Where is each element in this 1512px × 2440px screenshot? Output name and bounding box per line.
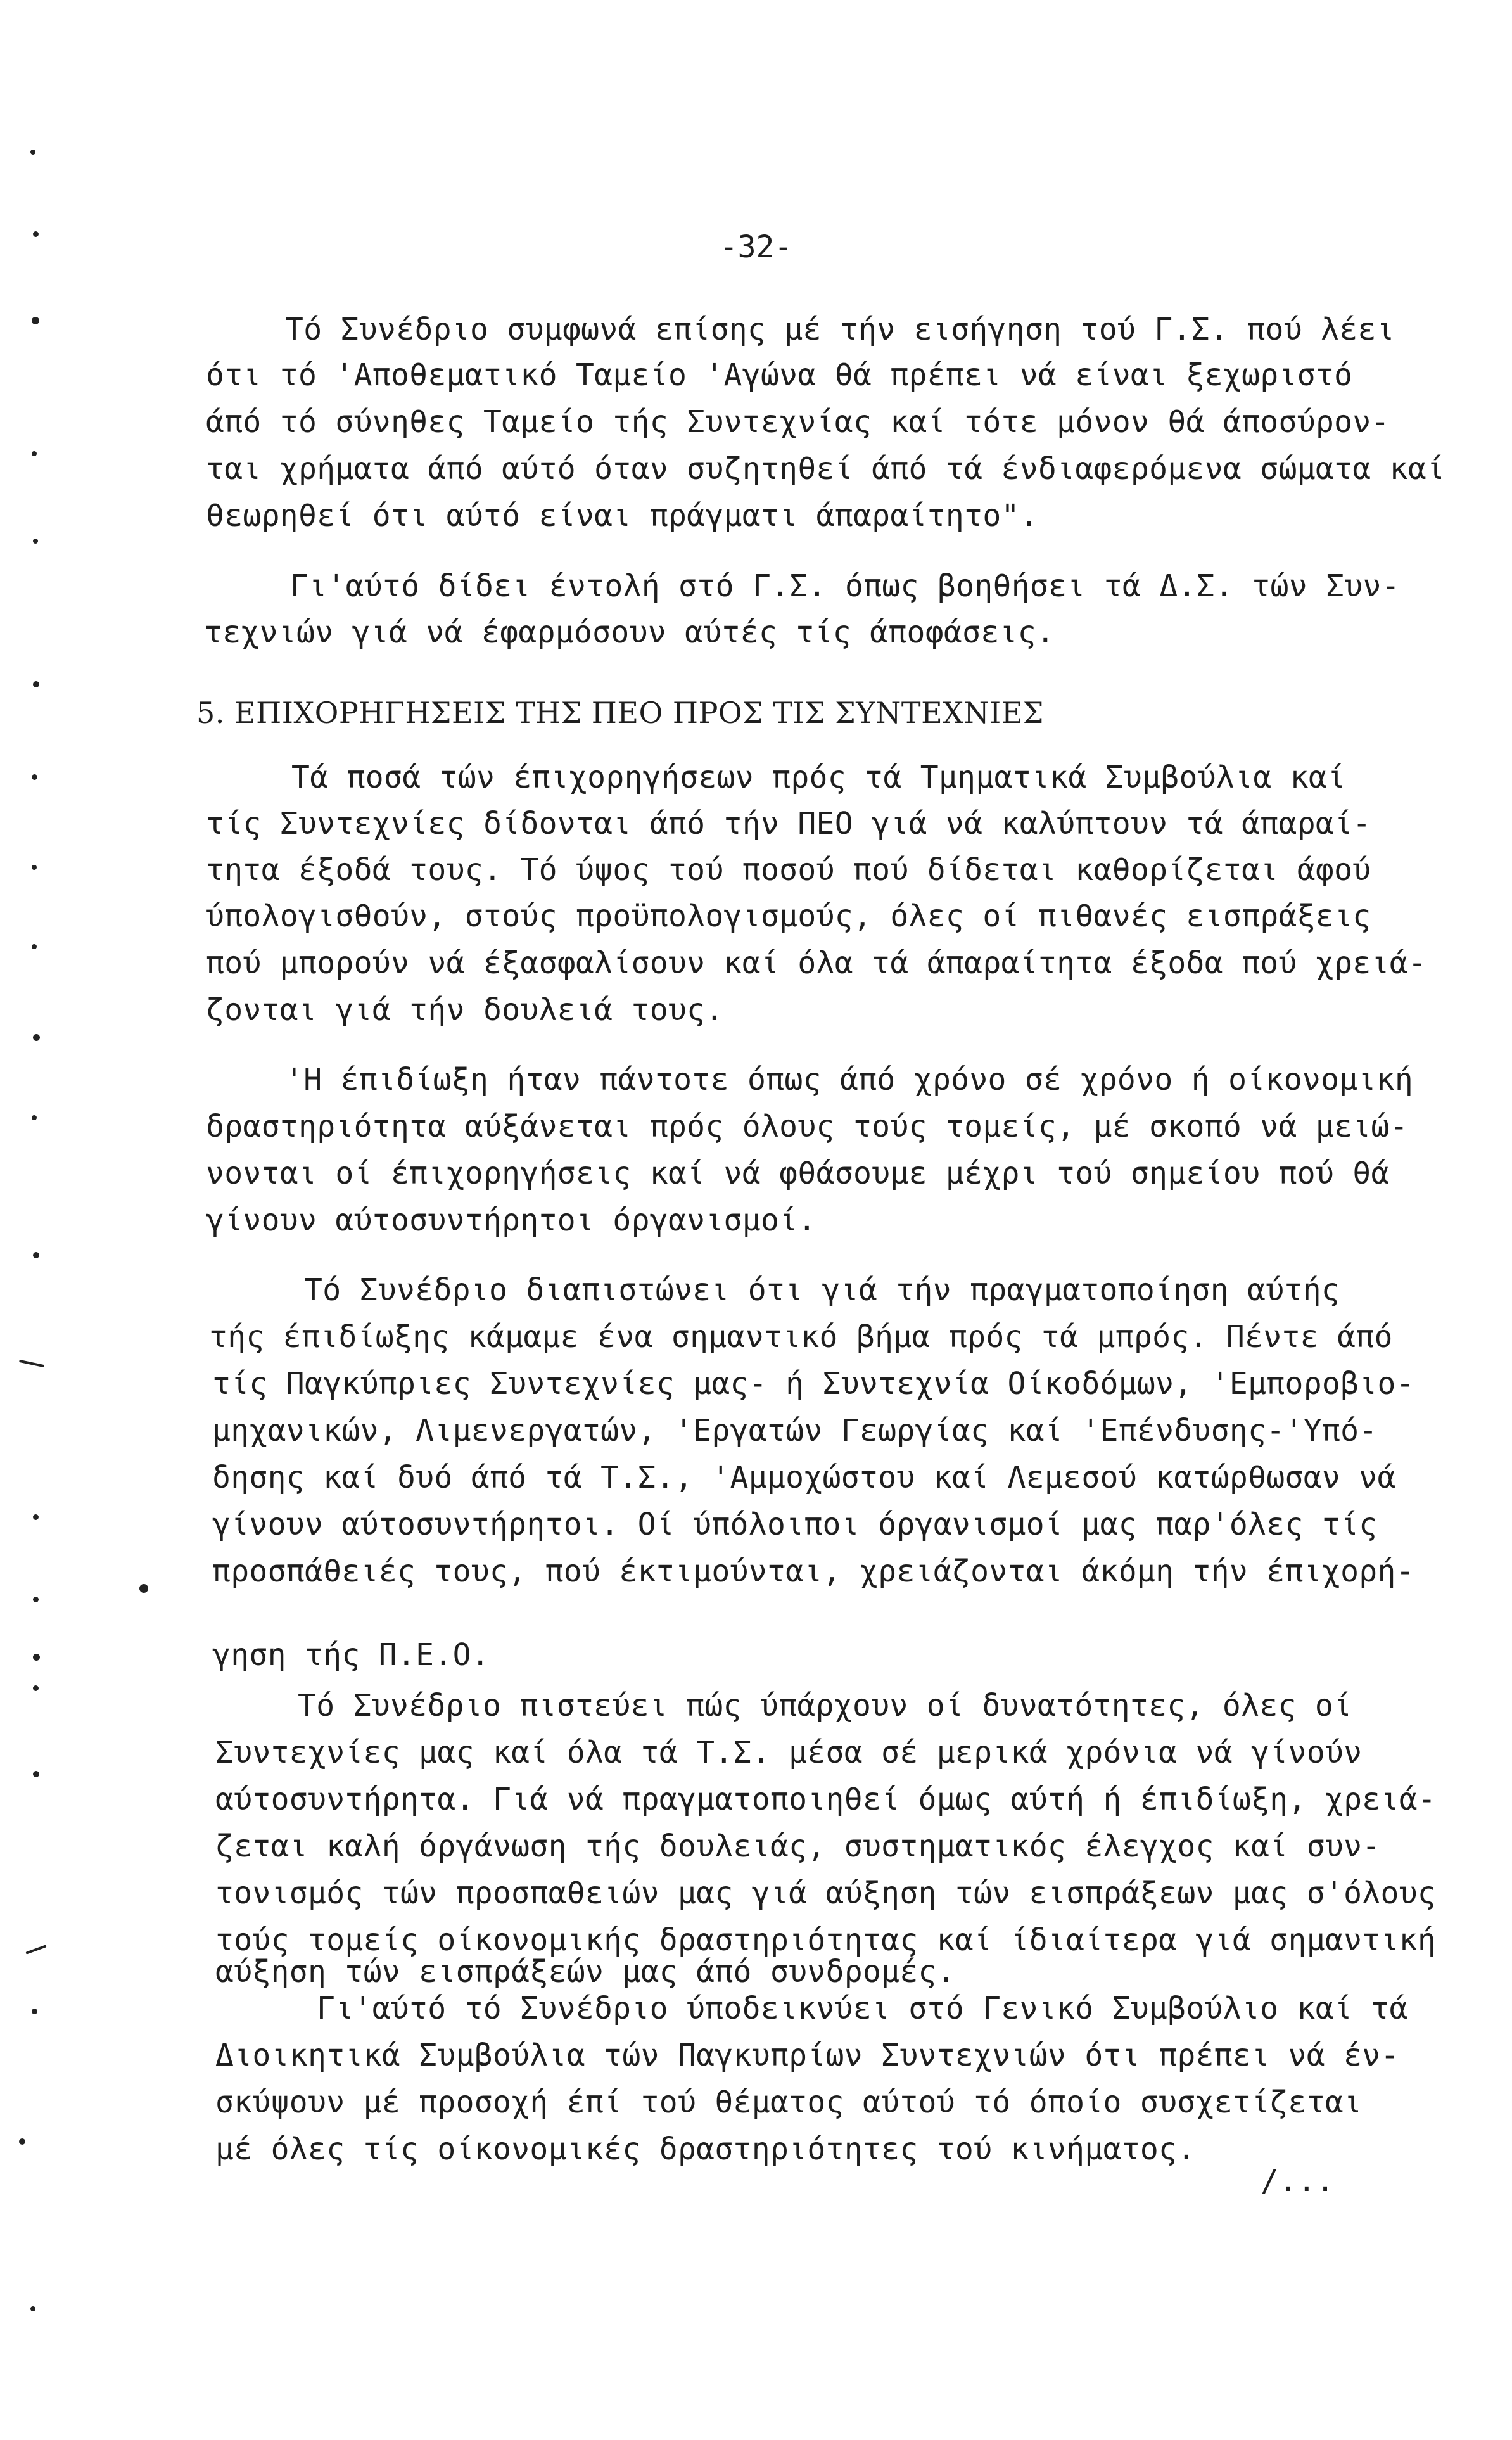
text-line: Τό Συνέδριο πιστεύει πώς ύπάρχουν οί δυνατότητες, όλες οί (298, 1688, 1352, 1723)
scan-artifact-dot (32, 774, 37, 780)
text-line: Τό Συνέδριο συμφωνά επίσης μέ τήν εισήγηση τού Γ.Σ. πού λέει (285, 312, 1395, 347)
text-line: Τό Συνέδριο διαπιστώνει ότι γιά τήν πραγματοποίηση αύτής (304, 1272, 1340, 1308)
text-line: δραστηριότητα αύξάνεται πρός όλους τούς τομείς, μέ σκοπό νά μειώ- (206, 1109, 1408, 1144)
scan-artifact-dot (32, 1115, 37, 1120)
text-line: τούς τομείς οίκονομικής δραστηριότητας καί ίδιαίτερα γιά σημαντική (215, 1922, 1437, 1958)
scan-artifact-dot (33, 1654, 40, 1661)
scan-artifact-dot (30, 2306, 35, 2311)
scan-artifact-dot (33, 1597, 39, 1602)
text-line: μηχανικών, Λιμενεργατών, 'Εργατών Γεωργίας καί 'Επένδυσης-'Υπό- (212, 1413, 1378, 1448)
text-line: τής έπιδίωξης κάμαμε ένα σημαντικό βήμα πρός τά μπρός. Πέντε άπό (209, 1319, 1393, 1355)
scan-artifact-dot (33, 539, 38, 544)
text-line: Συντεχνίες μας καί όλα τά Τ.Σ. μέσα σέ μερικά χρόνια νά γίνούν (215, 1735, 1363, 1770)
text-line: τητα έξοδά τους. Τό ύψος τού ποσού πού δίδεται καθορίζεται άφού (206, 852, 1371, 888)
text-line: σκύψουν μέ προσοχή έπί τού θέματος αύτού τό όποίο συσχετίζεται (215, 2085, 1363, 2120)
text-line: 'Η έπιδίωξη ήταν πάντοτε όπως άπό χρόνο σέ χρόνο ή οίκονομική (285, 1062, 1414, 1097)
text-line: δησης καί δυό άπό τά Τ.Σ., 'Αμμοχώστου καί Λεμεσού κατώρθωσαν νά (212, 1460, 1396, 1495)
scan-artifact-dot (33, 1514, 39, 1520)
text-line: ζεται καλή όργάνωση τής δουλειάς, συστηματικός έλεγχος καί συν- (215, 1829, 1381, 1864)
text-line: τίς Παγκύπριες Συντεχνίες μας- ή Συντεχνία Οίκοδόμων, 'Εμποροβιο- (212, 1366, 1414, 1402)
scan-artifact-dot (30, 150, 35, 155)
page-number: -32- (719, 229, 793, 265)
scan-artifact-dot (32, 2009, 37, 2014)
text-line: ότι τό 'Αποθεματικό Ταμείο 'Αγώνα θά πρέπει νά είναι ξεχωριστό (206, 357, 1353, 393)
text-line: ύπολογισθούν, στούς προϋπολογισμούς, όλες οί πιθανές εισπράξεις (206, 898, 1371, 934)
text-line: μέ όλες τίς οίκονομικές δραστηριότητες τού κινήματος. (215, 2131, 1196, 2167)
text-line: τίς Συντεχνίες δίδονται άπό τήν ΠΕΟ γιά νά καλύπτουν τά άπαραί- (206, 806, 1371, 841)
continuation-mark: /... (1261, 2163, 1335, 2199)
scan-artifact-dot (32, 944, 37, 949)
text-line: ται χρήματα άπό αύτό όταν συζητηθεί άπό τά ένδιαφερόμενα σώματα καί (206, 451, 1445, 487)
scan-artifact-dot (33, 1034, 40, 1041)
text-line: γίνουν αύτοσυντήρητοι όργανισμοί. (206, 1203, 816, 1238)
text-line: τεχνιών γιά νά έφαρμόσουν αύτές τίς άποφάσεις. (204, 615, 1055, 650)
scan-artifact-dot (33, 681, 39, 687)
scan-artifact-dot (32, 451, 37, 456)
section-heading: 5. ΕΠΙΧΟΡΗΓΗΣΕΙΣ ΤΗΣ ΠΕΟ ΠΡΟΣ ΤΙΣ ΣΥΝΤΕΧΝΙΕΣ (196, 696, 1044, 730)
scan-artifact-dot (33, 1771, 39, 1777)
scan-artifact-dot (139, 1584, 148, 1593)
scan-artifact-dot (32, 317, 39, 324)
scan-artifact-dot (33, 231, 39, 237)
text-line: ζονται γιά τήν δουλειά τους. (206, 992, 724, 1028)
text-line: Γι'αύτό τό Συνέδριο ύποδεικνύει στό Γενικό Συμβούλιο καί τά (317, 1991, 1408, 2026)
text-line: Διοικητικά Συμβούλια τών Παγκυπρίων Συντεχνιών ότι πρέπει νά έν- (215, 2038, 1399, 2073)
text-line: νονται οί έπιχορηγήσεις καί νά φθάσουμε μέχρι τού σημείου πού θά (206, 1156, 1390, 1191)
text-line: αύξηση τών εισπράξεών μας άπό συνδρομές. (215, 1954, 955, 1990)
text-line: προσπάθειές τους, πού έκτιμούνται, χρειάζονται άκόμη τήν έπιχορή- (212, 1554, 1414, 1589)
scan-artifact-dot (19, 2138, 25, 2145)
scan-artifact-dot (32, 865, 37, 870)
scan-artifact-dot (33, 1685, 39, 1691)
text-line: Τά ποσά τών έπιχορηγήσεων πρός τά Τμηματικά Συμβούλια καί (291, 760, 1346, 795)
text-line: άπό τό σύνηθες Ταμείο τής Συντεχνίας καί τότε μόνον θά άποσύρον- (206, 404, 1390, 440)
text-line: Γι'αύτό δίδει έντολή στό Γ.Σ. όπως βοηθήσει τά Δ.Σ. τών Συν- (290, 568, 1400, 604)
scan-artifact-dot (33, 1252, 39, 1258)
scan-artifact-stroke (19, 1360, 44, 1367)
text-line: γηση τής Π.Ε.Ο. (212, 1637, 490, 1673)
text-line: γίνουν αύτοσυντήρητοι. Οί ύπόλοιποι όργανισμοί μας παρ'όλες τίς (212, 1507, 1378, 1542)
text-line: θεωρηθεί ότι αύτό είναι πράγματι άπαραίτητο". (206, 498, 1038, 533)
text-line: πού μπορούν νά έξασφαλίσουν καί όλα τά άπαραίτητα έξοδα πού χρειά- (206, 945, 1427, 981)
text-line: αύτοσυντήρητα. Γιά νά πραγματοποιηθεί όμως αύτή ή έπιδίωξη, χρειά- (215, 1782, 1437, 1817)
text-line: τονισμός τών προσπαθειών μας γιά αύξηση τών εισπράξεων μας σ'όλους (215, 1875, 1437, 1911)
scan-artifact-stroke (25, 1945, 46, 1954)
